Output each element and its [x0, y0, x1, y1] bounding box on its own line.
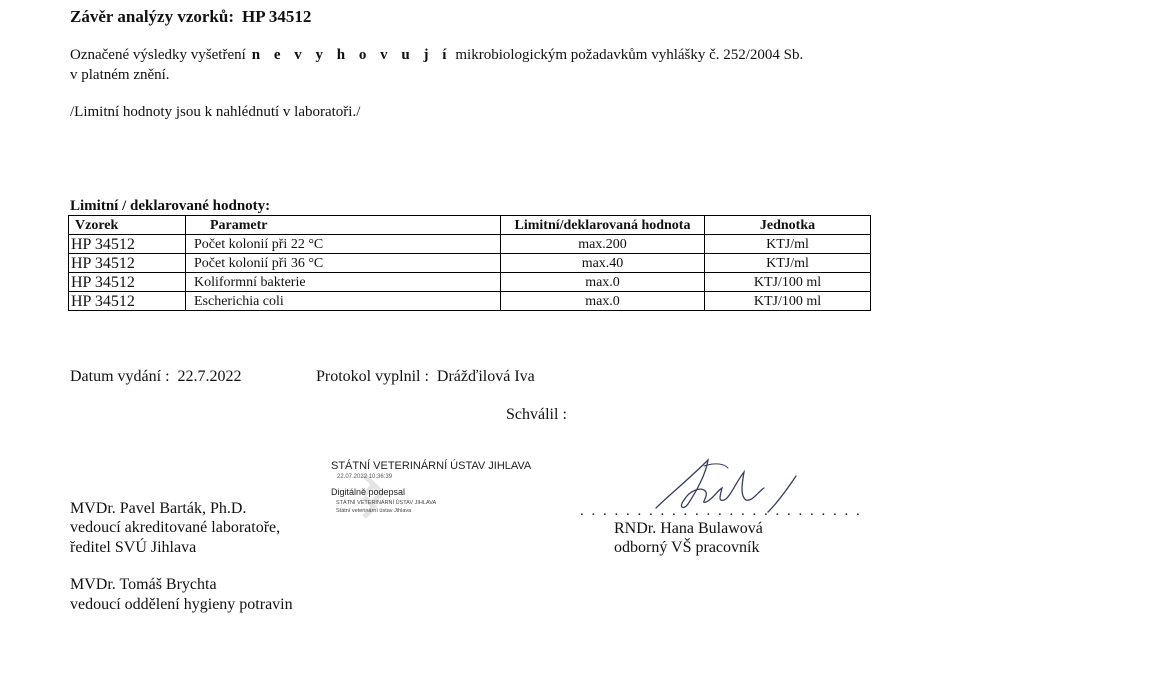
- issue-date-label: Datum vydání :: [70, 368, 170, 385]
- conclusion-suffix: mikrobiologickým požadavkům vyhlášky č. 252/2004 Sb.: [455, 47, 804, 63]
- column-header-sample: Vzorek: [69, 216, 186, 235]
- column-header-parameter: Parametr: [186, 216, 501, 235]
- table-row: [69, 235, 871, 254]
- sample-code: HP 34512: [242, 7, 312, 26]
- issue-date: [70, 368, 242, 386]
- stamp-detail-line-2: Státní veterinární ústav Jihlava: [336, 508, 412, 514]
- conclusion-verdict: n e v y h o v u j í: [251, 47, 452, 63]
- limits-table: [68, 215, 871, 311]
- title-label: Závěr analýzy vzorků:: [70, 7, 235, 26]
- cell-sample: HP 34512: [69, 254, 186, 273]
- protocol-filled-value: Drážďilová Iva: [436, 368, 535, 385]
- cell-parameter: Koliformní bakterie: [186, 273, 501, 292]
- signature-dotted-line: . . . . . . . . . . . . . . . . . . . . . . . . .: [580, 503, 862, 519]
- table-row: [69, 292, 871, 311]
- cell-unit: KTJ/100 ml: [705, 292, 871, 311]
- signatory-2-role: vedoucí oddělení hygieny potravin: [70, 596, 293, 613]
- signatory-1-name: MVDr. Pavel Barták, Ph.D.: [70, 500, 247, 517]
- approved-label: Schválil :: [506, 406, 567, 423]
- conclusion-line-2: v platném znění.: [70, 67, 170, 83]
- cell-limit: max.0: [501, 273, 705, 292]
- cell-sample: HP 34512: [69, 273, 186, 292]
- handwritten-signature: [648, 452, 808, 522]
- cell-limit: max.200: [501, 235, 705, 254]
- cell-unit: KTJ/ml: [705, 235, 871, 254]
- table-row: [69, 273, 871, 292]
- signatory-3-role: odborný VŠ pracovník: [614, 539, 760, 556]
- stamp-organization: STÁTNÍ VETERINÁRNÍ ÚSTAV JIHLAVA: [331, 460, 532, 472]
- table-header-row: [69, 216, 871, 235]
- signatory-3-name: RNDr. Hana Bulawová: [614, 520, 763, 537]
- signatory-1-role-2: ředitel SVÚ Jihlava: [70, 539, 197, 556]
- cell-limit: max.0: [501, 292, 705, 311]
- cell-sample: HP 34512: [69, 235, 186, 254]
- stamp-timestamp: 22.07.2022 10:36:39: [337, 474, 393, 480]
- limits-note: /Limitní hodnoty jsou k nahlédnutí v laboratoři./: [70, 104, 361, 120]
- stamp-digitally-signed-label: Digitálně podepsal: [331, 487, 406, 497]
- protocol-filled-label: Protokol vyplnil :: [316, 368, 429, 385]
- column-header-unit: Jednotka: [705, 216, 871, 235]
- cell-sample: HP 34512: [69, 292, 186, 311]
- cell-unit: KTJ/100 ml: [705, 273, 871, 292]
- signatory-2-name: MVDr. Tomáš Brychta: [70, 576, 217, 593]
- conclusion-line: [70, 47, 803, 64]
- limits-caption: Limitní / deklarované hodnoty:: [70, 198, 271, 214]
- table-row: [69, 254, 871, 273]
- cell-parameter: Počet kolonií při 36 °C: [186, 254, 501, 273]
- cell-parameter: Escherichia coli: [186, 292, 501, 311]
- cell-limit: max.40: [501, 254, 705, 273]
- stamp-detail-line-1: STÁTNÍ VETERINÁRNÍ ÚSTAV JIHLAVA: [336, 500, 437, 506]
- cell-parameter: Počet kolonií při 22 °C: [186, 235, 501, 254]
- conclusion-prefix: Označené výsledky vyšetření: [70, 47, 246, 63]
- page-title: [70, 7, 311, 27]
- protocol-filled: [316, 368, 535, 386]
- column-header-limit: Limitní/deklarovaná hodnota: [501, 216, 705, 235]
- cell-unit: KTJ/ml: [705, 254, 871, 273]
- issue-date-value: 22.7.2022: [177, 368, 242, 385]
- signatory-1-role: vedoucí akreditované laboratoře,: [70, 519, 281, 536]
